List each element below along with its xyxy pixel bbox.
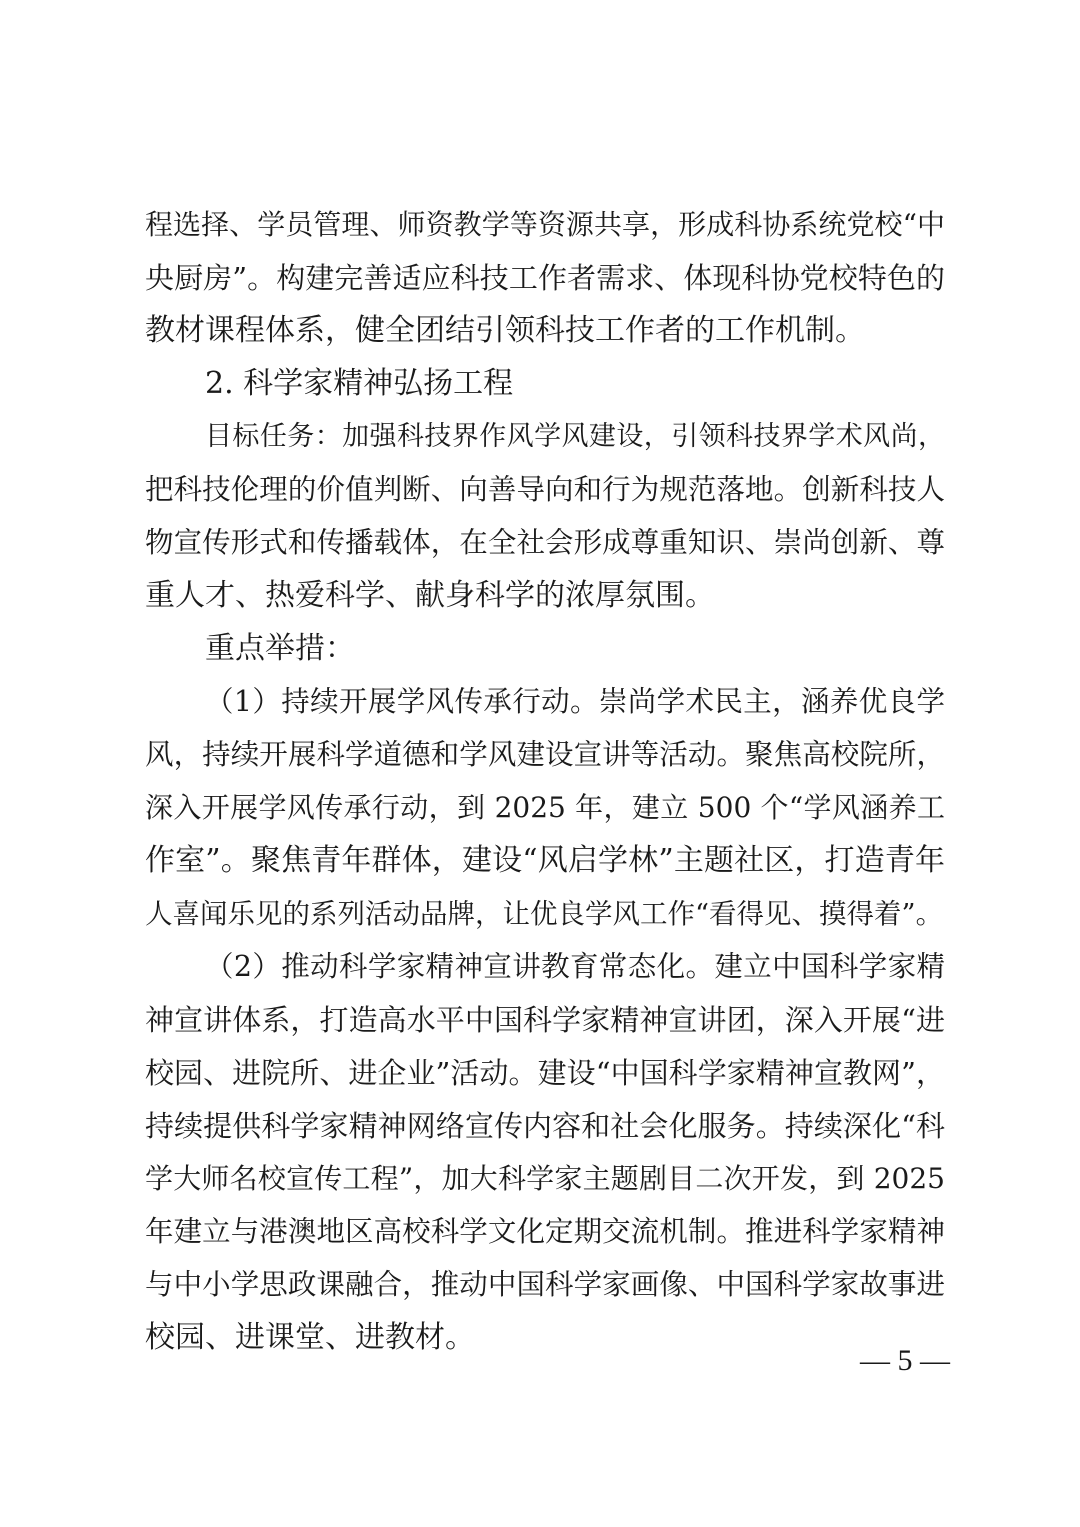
text-line-12: 深入开展学风传承行动，到 2025 年，建立 500 个“学风涵养工 <box>145 791 945 824</box>
text-line-10: （1）持续开展学风传承行动。崇尚学术民主，涵养优良学 <box>205 685 945 718</box>
text-line-5: 目标任务：加强科技界作风学风建设，引领科技界学术风尚， <box>205 421 945 452</box>
text-line-21: 与中小学思政课融合，推动中国科学家画像、中国科学家故事进 <box>145 1268 945 1301</box>
text-line-2: 央厨房”。构建完善适应科技工作者需求、体现科协党校特色的 <box>145 261 945 295</box>
section-heading: 2. 科学家精神弘扬工程 <box>205 366 514 401</box>
text-line-8: 重人才、热爱科学、献身科学的浓厚氛围。 <box>145 578 715 613</box>
text-line-20: 年建立与港澳地区高校科学文化定期交流机制。推进科学家精神 <box>145 1215 945 1248</box>
text-line-6: 把科技伦理的价值判断、向善导向和行为规范落地。创新科技人 <box>145 473 945 506</box>
text-line-18: 持续提供科学家精神网络宣传内容和社会化服务。持续深化“科 <box>145 1109 945 1143</box>
text-line-17: 校园、进院所、进企业”活动。建设“中国科学家精神宣教网”， <box>145 1056 945 1090</box>
text-line-16: 神宣讲体系，打造高水平中国科学家精神宣讲团，深入开展“进 <box>145 1003 945 1037</box>
page-number: — 5 — <box>860 1344 950 1377</box>
text-line-14: 人喜闻乐见的系列活动品牌，让优良学风工作“看得见、摸得着”。 <box>145 898 944 930</box>
text-line-3: 教材课程体系，健全团结引领科技工作者的工作机制。 <box>145 313 865 348</box>
text-line-7: 物宣传形式和传播载体，在全社会形成尊重知识、崇尚创新、尊 <box>145 526 945 559</box>
text-line-11: 风，持续开展科学道德和学风建设宣讲等活动。聚焦高校院所， <box>145 738 945 771</box>
text-line-1: 程选择、学员管理、师资教学等资源共享，形成科协系统党校“中 <box>145 208 945 241</box>
text-line-13: 作室”。聚焦青年群体，建设“风启学林”主题社区，打造青年 <box>145 843 945 878</box>
text-line-15: （2）推动科学家精神宣讲教育常态化。建立中国科学家精 <box>205 950 945 983</box>
subheading-key-measures: 重点举措： <box>205 631 355 666</box>
text-line-19: 学大师名校宣传工程”，加大科学家主题剧目二次开发，到 2025 <box>145 1162 945 1195</box>
text-line-22: 校园、进课堂、进教材。 <box>145 1320 475 1355</box>
